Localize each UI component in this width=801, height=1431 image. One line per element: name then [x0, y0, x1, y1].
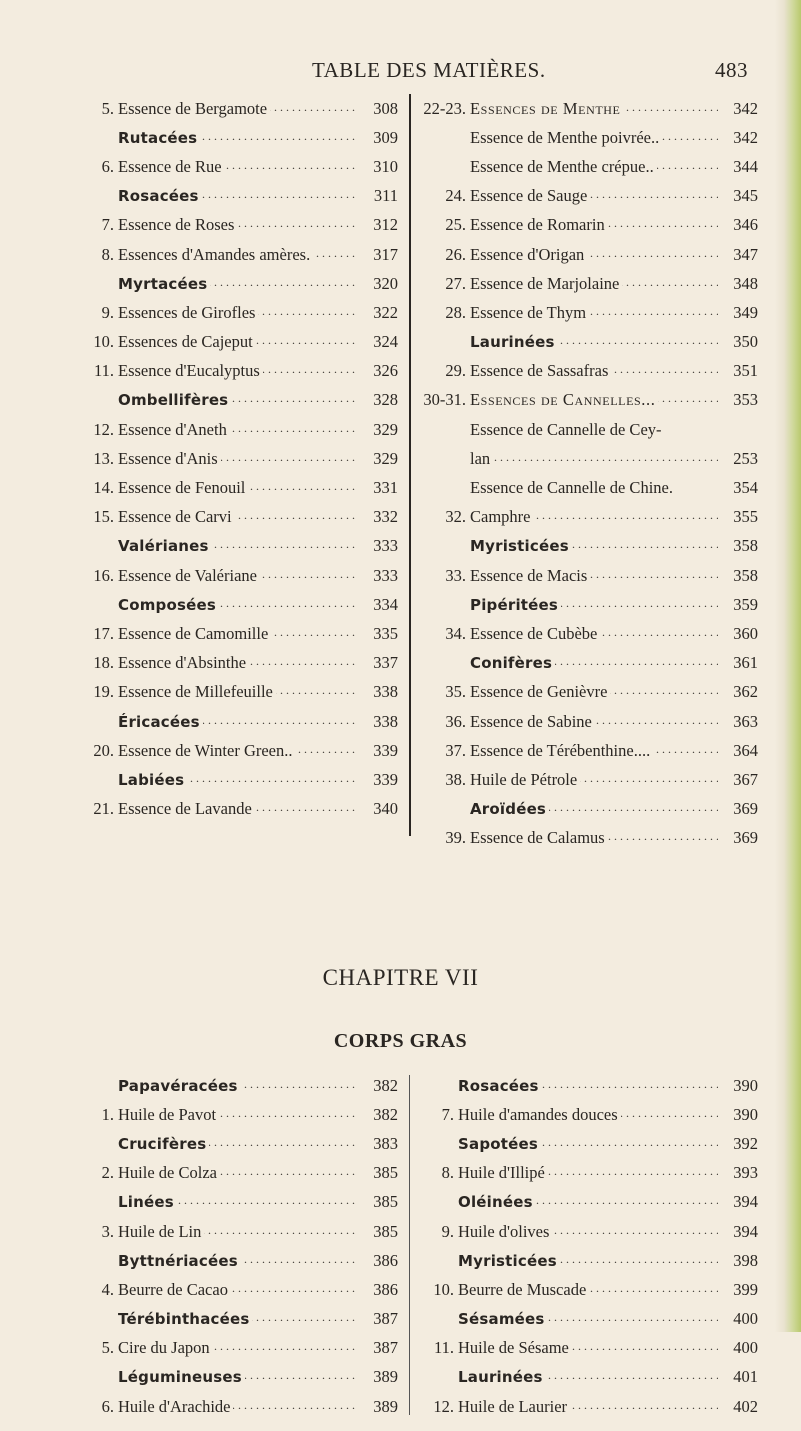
entry-page: 346: [718, 215, 758, 235]
chapter-subtitle: CORPS GRAS: [333, 1030, 468, 1052]
family-heading: [80, 1071, 398, 1100]
family-heading: [420, 1246, 758, 1275]
entry-label: Sésamées: [458, 1310, 548, 1328]
entry-number: 26.: [445, 244, 466, 264]
entry-page: 351: [718, 361, 758, 381]
entry-label: Huile de Laurier: [458, 1397, 570, 1416]
toc-entry: [420, 678, 758, 707]
entry-number: 12.: [93, 419, 114, 439]
entry-page: 320: [358, 274, 398, 294]
entry-number: 20.: [93, 740, 114, 760]
entry-page: 358: [718, 566, 758, 586]
entry-label: Byttnériacées: [118, 1252, 241, 1270]
entry-number: 29.: [445, 361, 466, 381]
entry-label: Rosacées: [118, 187, 202, 205]
entry-page: 338: [358, 712, 398, 732]
bottom-left-column: [80, 1071, 398, 1421]
entry-page: 400: [718, 1309, 758, 1329]
toc-entry: [420, 240, 758, 269]
entry-label: Essence de Fenouil: [118, 478, 248, 497]
entry-page: 349: [718, 303, 758, 323]
entry-page: 353: [718, 390, 758, 410]
entry-page: 385: [358, 1222, 398, 1242]
entry-number: 27.: [445, 273, 466, 293]
entry-page: 362: [718, 682, 758, 702]
entry-page: 345: [718, 186, 758, 206]
entry-label: Légumineuses: [118, 1368, 245, 1386]
toc-entry: [80, 678, 398, 707]
entry-label: Essence de Lavande: [118, 799, 255, 818]
entry-label: Oléinées: [458, 1193, 536, 1211]
family-heading: [80, 386, 398, 415]
entry-label: Essence de Cannelle de Chine.: [470, 478, 676, 497]
toc-entry: [420, 1334, 758, 1363]
entry-page: 393: [718, 1163, 758, 1183]
entry-label: Essence d'Aneth: [118, 420, 230, 439]
entry-page: 383: [358, 1134, 398, 1154]
entry-label: Sapotées: [458, 1135, 541, 1153]
family-heading: [80, 123, 398, 152]
toc-entry: [80, 503, 398, 532]
entry-label: Essence de Rue: [118, 157, 225, 176]
toc-entry: [420, 1159, 758, 1188]
entry-number: 1.: [101, 1104, 114, 1124]
toc-entry: [80, 736, 398, 765]
entry-page: 309: [358, 128, 398, 148]
entry-label: Essence de Bergamote: [118, 99, 270, 118]
entry-page: 359: [718, 595, 758, 615]
entry-page: 350: [718, 332, 758, 352]
entry-page: 354: [718, 478, 758, 498]
entry-label: Essence d'Eucalyptus: [118, 361, 263, 380]
entry-number: 6.: [101, 156, 114, 176]
top-index-block: [80, 94, 760, 848]
entry-label: Huile de Sésame: [458, 1338, 572, 1357]
family-heading: [80, 1188, 398, 1217]
entry-page: 394: [718, 1192, 758, 1212]
toc-entry: [80, 211, 398, 240]
entry-page: 339: [358, 741, 398, 761]
entry-label: Essence de Sauge: [470, 186, 590, 205]
entry-label: Essence de Calamus: [470, 828, 608, 847]
entry-label: Essence de Sabine: [470, 712, 595, 731]
entry-page: 333: [358, 566, 398, 586]
entry-label: Essences d'Amandes amères.: [118, 245, 313, 264]
family-heading: [420, 590, 758, 619]
entry-page: 364: [718, 741, 758, 761]
entry-label: Essence d'Anis: [118, 449, 221, 468]
toc-entry: [80, 473, 398, 502]
entry-label: Essence de Winter Green..: [118, 741, 296, 760]
entry-label: Myristicées: [470, 537, 572, 555]
family-heading: [80, 590, 398, 619]
toc-entry: [80, 444, 398, 473]
entry-label: Laurinées: [458, 1368, 546, 1386]
entry-page: 337: [358, 653, 398, 673]
entry-number: 22-23.: [423, 98, 466, 118]
entry-page: 253: [718, 449, 758, 469]
entry-number: 6.: [101, 1396, 114, 1416]
entry-label: Essence de Carvi: [118, 507, 235, 526]
family-heading: [80, 532, 398, 561]
entry-number: 24.: [445, 186, 466, 206]
entry-number: 19.: [93, 682, 114, 702]
family-heading: [80, 1129, 398, 1158]
entry-label: Essence de Menthe crépue..: [470, 157, 657, 176]
toc-entry: [420, 736, 758, 765]
entry-page: 361: [718, 653, 758, 673]
toc-entry: [420, 152, 758, 181]
toc-entry: [420, 619, 758, 648]
entry-page: 332: [358, 507, 398, 527]
entry-number: 37.: [445, 740, 466, 760]
toc-entry: [420, 182, 758, 211]
entry-page: 369: [718, 828, 758, 848]
entry-label: Huile d'amandes douces: [458, 1105, 621, 1124]
entry-label: Essence de Macis: [470, 566, 590, 585]
toc-entry: [420, 1392, 758, 1421]
toc-entry: [80, 328, 398, 357]
toc-entry: [420, 415, 758, 444]
entry-label: Essence de Marjolaine: [470, 274, 622, 293]
entry-page: 360: [718, 624, 758, 644]
entry-number: 2.: [101, 1163, 114, 1183]
entry-page: 329: [358, 449, 398, 469]
entry-label: Essence de Menthe poivrée..: [470, 128, 662, 147]
header-title: TABLE DES MATIÈRES.: [312, 58, 546, 82]
entry-label: Essence de Roses: [118, 215, 237, 234]
entry-page: 386: [358, 1280, 398, 1300]
entry-label: Rosacées: [458, 1077, 542, 1095]
entry-number: 12.: [433, 1396, 454, 1416]
family-heading: [420, 1363, 758, 1392]
entry-number: 21.: [93, 799, 114, 819]
entry-number: [420, 478, 470, 498]
entry-number: 30-31.: [423, 390, 466, 410]
entry-label: Conifères: [470, 654, 555, 672]
bottom-right-column: [420, 1071, 758, 1421]
toc-entry: [80, 619, 398, 648]
entry-page: 399: [718, 1280, 758, 1300]
entry-page: 310: [358, 157, 398, 177]
entry-page: 390: [718, 1076, 758, 1096]
entry-label: Essences de Girofles: [118, 303, 258, 322]
entry-label: Huile de Pétrole: [470, 770, 580, 789]
family-heading: [80, 1305, 398, 1334]
entry-label: Essences de Menthe: [470, 99, 623, 118]
entry-number: 10.: [93, 332, 114, 352]
entry-page: 367: [718, 770, 758, 790]
entry-number: 17.: [93, 623, 114, 643]
entry-label: Essences de Cajeput: [118, 332, 256, 351]
entry-page: 334: [358, 595, 398, 615]
toc-entry: [420, 94, 758, 123]
entry-label: Huile d'Arachide: [118, 1397, 233, 1416]
entry-page: 317: [358, 245, 398, 265]
entry-label: Huile d'olives: [458, 1222, 552, 1241]
entry-page: 355: [718, 507, 758, 527]
entry-page: 333: [358, 536, 398, 556]
toc-entry: [80, 561, 398, 590]
toc-entry: [80, 298, 398, 327]
entry-label: Pipéritées: [470, 596, 561, 614]
entry-label: Huile d'Illipé: [458, 1163, 548, 1182]
toc-entry: [420, 386, 758, 415]
entry-number: 3.: [101, 1221, 114, 1241]
toc-entry: [420, 503, 758, 532]
entry-label: Papavéracées: [118, 1077, 241, 1095]
entry-label: Essence de Cubèbe: [470, 624, 600, 643]
toc-entry: [420, 765, 758, 794]
entry-label: Huile de Lin: [118, 1222, 204, 1241]
toc-entry: [80, 1100, 398, 1129]
entry-label: Essence de Cannelle de Cey-: [470, 420, 665, 439]
family-heading: [420, 795, 758, 824]
entry-label: Essence de Valériane: [118, 566, 260, 585]
toc-entry: [80, 1392, 398, 1421]
entry-number: [420, 420, 470, 440]
family-heading: [420, 328, 758, 357]
entry-number: 11.: [93, 361, 114, 381]
toc-entry: [420, 123, 758, 152]
toc-entry: [420, 269, 758, 298]
toc-entry: [420, 444, 758, 473]
toc-entry: [420, 1100, 758, 1129]
running-header: [0, 58, 760, 88]
entry-page: 386: [358, 1251, 398, 1271]
chapter-title: CHAPITRE VII: [322, 965, 479, 990]
entry-number: 14.: [93, 478, 114, 498]
entry-label: Huile de Pavot: [118, 1105, 219, 1124]
entry-page: 322: [358, 303, 398, 323]
entry-page: 385: [358, 1163, 398, 1183]
entry-page: 339: [358, 770, 398, 790]
entry-page: 331: [358, 478, 398, 498]
toc-entry: [80, 1159, 398, 1188]
entry-number: 5.: [101, 1338, 114, 1358]
entry-label: Essence de Romarin: [470, 215, 608, 234]
entry-number: 35.: [445, 682, 466, 702]
entry-page: 394: [718, 1222, 758, 1242]
entry-page: 342: [718, 128, 758, 148]
entry-number: 33.: [445, 565, 466, 585]
toc-entry: [80, 795, 398, 824]
family-heading: [420, 532, 758, 561]
header-page-number: 483: [715, 58, 748, 82]
entry-label: Beurre de Muscade: [458, 1280, 589, 1299]
family-heading: [80, 1363, 398, 1392]
toc-entry: [420, 561, 758, 590]
entry-label: Essences de Cannelles...: [470, 390, 658, 409]
toc-entry: [80, 1275, 398, 1304]
entry-number: 13.: [93, 448, 114, 468]
column-divider: [409, 94, 411, 836]
toc-entry: [80, 357, 398, 386]
family-heading: [420, 1129, 758, 1158]
entry-page: 400: [718, 1338, 758, 1358]
entry-number: 25.: [445, 215, 466, 235]
entry-page: 363: [718, 712, 758, 732]
entry-page: 338: [358, 682, 398, 702]
entry-page: 326: [358, 361, 398, 381]
entry-label: Essence de Térébenthine....: [470, 741, 653, 760]
entry-label: lan: [470, 449, 493, 468]
toc-entry: [420, 1217, 758, 1246]
entry-page: 385: [358, 1192, 398, 1212]
entry-label: Aroïdées: [470, 800, 549, 818]
family-heading: [80, 182, 398, 211]
entry-page: 382: [358, 1105, 398, 1125]
top-right-column: [420, 94, 758, 853]
entry-page: 390: [718, 1105, 758, 1125]
entry-page: 389: [358, 1367, 398, 1387]
family-heading: [420, 1305, 758, 1334]
entry-page: 348: [718, 274, 758, 294]
entry-page: 369: [718, 799, 758, 819]
entry-page: 342: [718, 99, 758, 119]
entry-label: Térébinthacées: [118, 1310, 252, 1328]
entry-label: Rutacées: [118, 129, 200, 147]
entry-number: 4.: [101, 1279, 114, 1299]
entry-page: 335: [358, 624, 398, 644]
toc-entry: [80, 649, 398, 678]
entry-page: 308: [358, 99, 398, 119]
entry-number: 39.: [445, 828, 466, 848]
entry-page: 312: [358, 215, 398, 235]
toc-entry: [420, 824, 758, 853]
entry-label: Essence de Millefeuille: [118, 682, 276, 701]
bottom-index-block: [80, 1071, 760, 1431]
toc-entry: [420, 298, 758, 327]
toc-entry: [80, 1217, 398, 1246]
entry-number: 18.: [93, 653, 114, 673]
column-divider: [409, 1075, 410, 1415]
entry-number: 15.: [93, 507, 114, 527]
family-heading: [80, 269, 398, 298]
entry-page: 311: [358, 186, 398, 206]
toc-entry: [420, 1275, 758, 1304]
family-heading: [420, 1188, 758, 1217]
entry-label: Laurinées: [470, 333, 558, 351]
entry-label: Myrtacées: [118, 275, 210, 293]
entry-page: 398: [718, 1251, 758, 1271]
top-left-column: [80, 94, 398, 824]
entry-number: 9.: [441, 1221, 454, 1241]
entry-label: Beurre de Cacao: [118, 1280, 231, 1299]
entry-page: 401: [718, 1367, 758, 1387]
entry-page: 358: [718, 536, 758, 556]
entry-label: Essence d'Absinthe: [118, 653, 249, 672]
entry-label: Myristicées: [458, 1252, 560, 1270]
page-edge: [775, 0, 801, 1332]
entry-label: Essence de Sassafras: [470, 361, 611, 380]
family-heading: [420, 649, 758, 678]
entry-number: 7.: [441, 1104, 454, 1124]
entry-page: 387: [358, 1309, 398, 1329]
entry-number: 8.: [441, 1163, 454, 1183]
entry-number: 16.: [93, 565, 114, 585]
toc-entry: [420, 211, 758, 240]
entry-label: Composées: [118, 596, 219, 614]
entry-page: 392: [718, 1134, 758, 1154]
entry-number: 5.: [101, 98, 114, 118]
entry-number: 38.: [445, 769, 466, 789]
entry-page: 328: [358, 390, 398, 410]
entry-number: 8.: [101, 244, 114, 264]
entry-page: 324: [358, 332, 398, 352]
entry-page: 347: [718, 245, 758, 265]
entry-number: 28.: [445, 302, 466, 322]
family-heading: [420, 1071, 758, 1100]
toc-entry: [80, 1334, 398, 1363]
toc-entry: [420, 357, 758, 386]
toc-entry: [80, 240, 398, 269]
toc-entry: [420, 707, 758, 736]
entry-page: 389: [358, 1397, 398, 1417]
entry-label: Valérianes: [118, 537, 212, 555]
entry-number: 10.: [433, 1279, 454, 1299]
entry-label: Essence d'Origan: [470, 245, 587, 264]
entry-number: 36.: [445, 711, 466, 731]
entry-page: 382: [358, 1076, 398, 1096]
entry-label: Essence de Genièvre: [470, 682, 610, 701]
entry-number: 34.: [445, 623, 466, 643]
entry-label: Cire du Japon: [118, 1338, 213, 1357]
entry-label: Labiées: [118, 771, 187, 789]
entry-label: Essence de Thym: [470, 303, 589, 322]
entry-label: Huile de Colza: [118, 1163, 220, 1182]
entry-page: 340: [358, 799, 398, 819]
entry-page: 402: [718, 1397, 758, 1417]
entry-page: 329: [358, 420, 398, 440]
toc-entry: [80, 94, 398, 123]
family-heading: [80, 765, 398, 794]
family-heading: [80, 707, 398, 736]
entry-label: Linées: [118, 1193, 177, 1211]
entry-page: 387: [358, 1338, 398, 1358]
toc-entry: [80, 415, 398, 444]
toc-entry: [80, 152, 398, 181]
family-heading: [80, 1246, 398, 1275]
entry-label: Éricacées: [118, 713, 203, 731]
entry-number: 9.: [101, 302, 114, 322]
entry-label: Crucifères: [118, 1135, 209, 1153]
entry-number: 11.: [433, 1338, 454, 1358]
entry-page: 344: [718, 157, 758, 177]
entry-label: Essence de Camomille: [118, 624, 271, 643]
entry-number: 7.: [101, 215, 114, 235]
toc-entry: [420, 473, 758, 502]
entry-number: 32.: [445, 507, 466, 527]
entry-label: Camphre: [470, 507, 533, 526]
entry-label: Ombellifères: [118, 391, 231, 409]
